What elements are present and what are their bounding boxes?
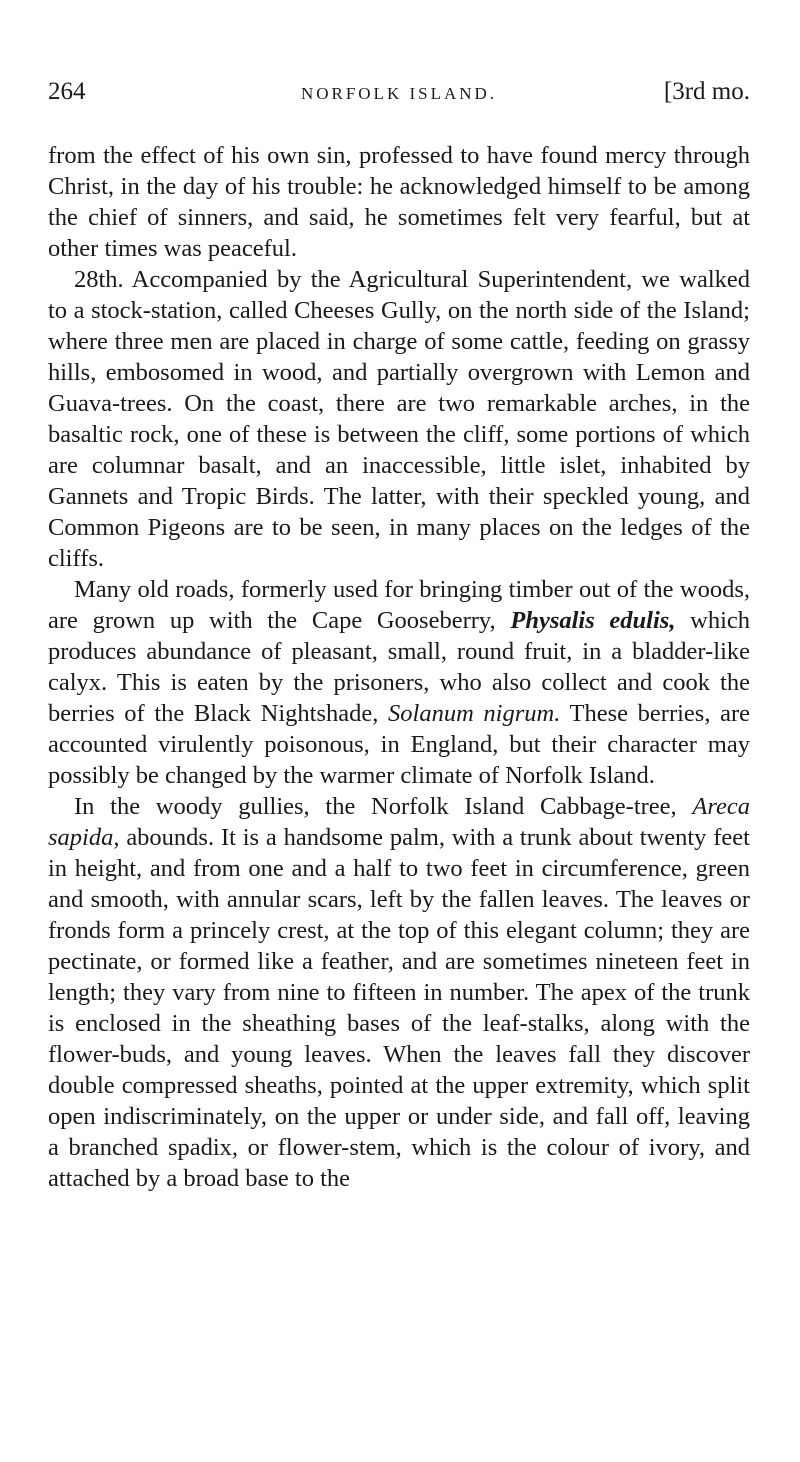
paragraph-28th <box>48 264 750 574</box>
species-name-solanum: Solanum nigrum. <box>388 700 561 727</box>
running-title: NORFOLK ISLAND. <box>300 84 498 103</box>
paragraph-text: Many old roads, formerly used for bringing timber out of the woods, are grown up with the Cape Gooseberry, <box>48 576 750 634</box>
body-text <box>48 140 750 1194</box>
species-name-areca: Areca sapida, <box>48 793 750 851</box>
book-page <box>48 78 750 1194</box>
paragraph-old-roads <box>48 574 750 791</box>
paragraph-text: In the woody gullies, the Norfolk Island Cabbage-tree, <box>74 793 693 820</box>
paragraph-continuation <box>48 140 750 264</box>
paragraph-text: from the effect of his own sin, professed to have found mercy through Christ, in the day of his trouble: he acknowledged himself to be among the chief of sinners, and said, he sometimes felt very fearful, but at other times was peaceful. <box>48 142 750 262</box>
paragraph-text: These berries, are accounted virulently poisonous, in England, but their character may possibly be changed by the warmer climate of Norfolk Island. <box>48 700 750 789</box>
paragraph-text: abounds. It is a handsome palm, with a trunk about twenty feet in height, and from one and a half to two feet in circumference, green and smooth, with annular scars, left by the fallen leaves. The leaves or fronds form a princely crest, at the top of this elegant column; they are pectinate, or formed like a feather, and are sometimes nineteen feet in length; they vary from nine to fifteen in number. The apex of the trunk is enclosed in the sheathing bases of the leaf-stalks, along with the flower-buds, and young leaves. When the leaves fall they discover double compressed sheaths, pointed at the upper extremity, which split open indiscriminately, on the upper or under side, and fall off, leaving a branched spadix, or flower-stem, which is the colour of ivory, and attached by a broad base to the <box>48 824 750 1192</box>
paragraph-cabbage-tree <box>48 791 750 1194</box>
page-number: 264 <box>48 78 86 105</box>
running-head <box>48 78 750 118</box>
paragraph-text: 28th. Accompanied by the Agricultural Superintendent, we walked to a stock-station, called Cheeses Gully, on the north side of the Island; where three men are placed in charge of some cattle, feeding on grassy hills, embosomed in wood, and partially overgrown with Lemon and Guava-trees. On the coast, there are two remarkable arches, in the basaltic rock, one of these is between the cliff, some portions of which are columnar basalt, and an inaccessible, little islet, inhabited by Gannets and Tropic Birds. The latter, with their speckled young, and Common Pigeons are to be seen, in many places on the ledges of the cliffs. <box>48 266 750 572</box>
paragraph-text: which produces abundance of pleasant, small, round fruit, in a bladder-like calyx. This is eaten by the prisoners, who also collect and cook the berries of the Black Nightshade, <box>48 607 750 727</box>
running-head-month: [3rd mo. <box>663 78 750 105</box>
species-name-physalis: Physalis edulis, <box>510 607 676 634</box>
